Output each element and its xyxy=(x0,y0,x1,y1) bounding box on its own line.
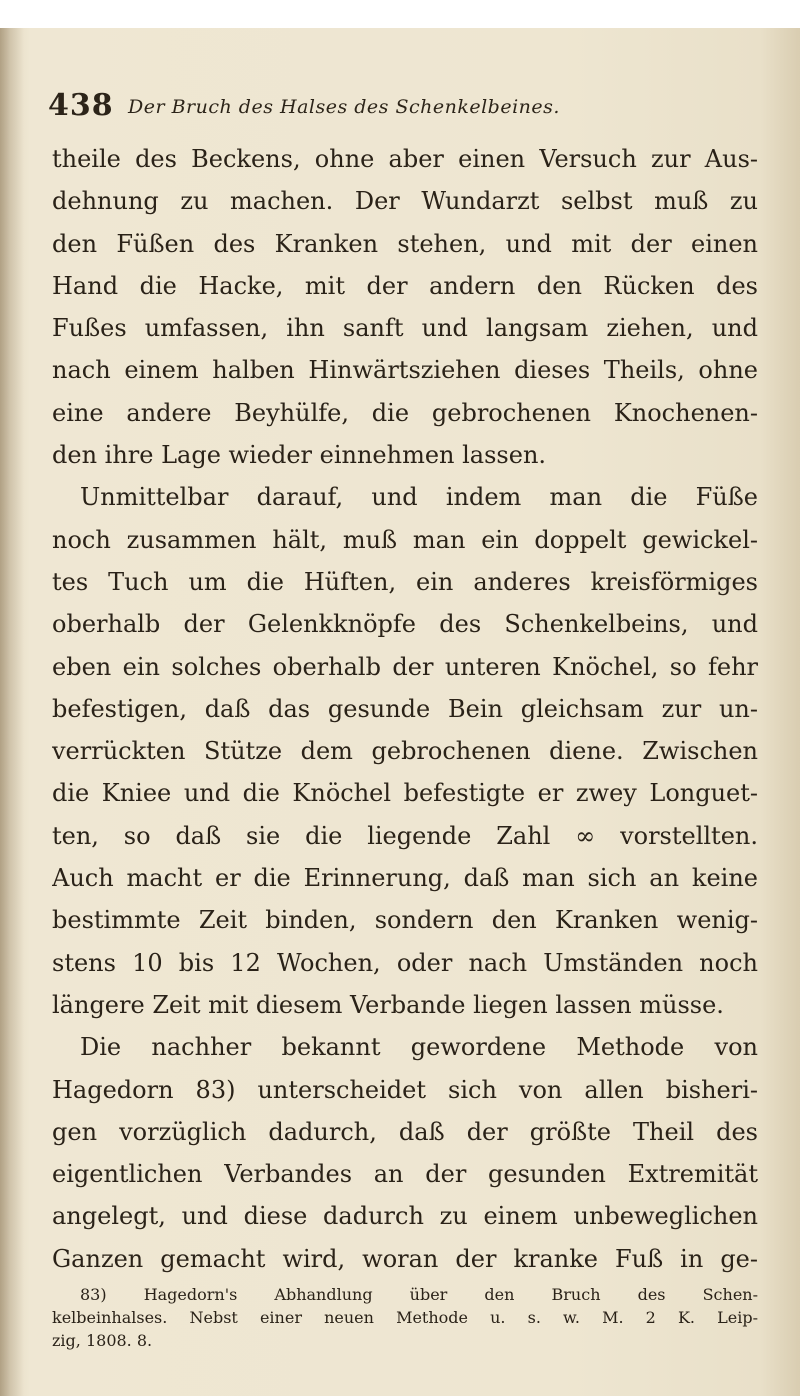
text-line: Hagedorn 83) unterscheidet sich von allen bisheri- xyxy=(52,1075,758,1104)
text-line: die Kniee und die Knöchel befestigte er zwey Longuet- xyxy=(52,779,758,808)
text-line: oberhalb der Gelenkknöpfe des Schenkelbeins, und xyxy=(52,610,758,639)
footnote-line: kelbeinhalses. Nebst einer neuen Methode u. s. w. M. 2 K. Leip- xyxy=(52,1308,758,1327)
text-line: eben ein solches oberhalb der unteren Knöchel, so fehr xyxy=(52,652,758,681)
page-top-margin xyxy=(0,0,800,28)
text-line: ten, so daß sie die liegende Zahl ∞ vorstellten. xyxy=(52,821,758,850)
footnote-line: zig, 1808. 8. xyxy=(52,1331,153,1350)
text-line: nach einem halben Hinwärtsziehen dieses Theils, ohne xyxy=(52,356,758,385)
text-line: Fußes umfassen, ihn sanft und langsam ziehen, und xyxy=(52,314,758,343)
text-line: Unmittelbar darauf, und indem man die Füße xyxy=(80,483,758,512)
text-line: stens 10 bis 12 Wochen, oder nach Umständen noch xyxy=(52,948,758,977)
text-line: dehnung zu machen. Der Wundarzt selbst muß zu xyxy=(52,187,758,216)
text-line: verrückten Stütze dem gebrochenen diene. Zwischen xyxy=(52,737,758,766)
text-line: eigentlichen Verbandes an der gesunden Extremität xyxy=(52,1160,758,1189)
text-line: Ganzen gemacht wird, woran der kranke Fuß in ge- xyxy=(52,1244,758,1273)
text-line: bestimmte Zeit binden, sondern den Kranken wenig- xyxy=(52,906,758,935)
text-line: gen vorzüglich dadurch, daß der größte Theil des xyxy=(52,1117,758,1146)
running-title: Der Bruch des Halses des Schenkelbeines. xyxy=(128,96,560,118)
text-line: befestigen, daß das gesunde Bein gleichsam zur un- xyxy=(52,694,758,723)
text-line: tes Tuch um die Hüften, ein anderes kreisförmiges xyxy=(52,567,758,596)
text-line: Auch macht er die Erinnerung, daß man sich an keine xyxy=(52,864,758,893)
text-line: Die nachher bekannt gewordene Methode von xyxy=(80,1033,758,1062)
text-line: theile des Beckens, ohne aber einen Versuch zur Aus- xyxy=(52,145,758,173)
footnote xyxy=(52,1283,758,1352)
footnote-line: 83) Hagedorn's Abhandlung über den Bruch des Schen- xyxy=(80,1285,758,1304)
body-text xyxy=(52,138,758,1280)
text-line: noch zusammen hält, muß man ein doppelt gewickel- xyxy=(52,525,758,554)
text-line: längere Zeit mit diesem Verbande liegen lassen müsse. xyxy=(52,990,724,1019)
text-line: den Füßen des Kranken stehen, und mit der einen xyxy=(52,229,758,258)
text-line: Hand die Hacke, mit der andern den Rücken des xyxy=(52,271,758,300)
text-line: den ihre Lage wieder einnehmen lassen. xyxy=(52,441,547,470)
text-line: eine andere Beyhülfe, die gebrochenen Knochenen- xyxy=(52,398,758,427)
text-line: angelegt, und diese dadurch zu einem unbeweglichen xyxy=(52,1202,758,1231)
page-header xyxy=(48,88,768,128)
page-number: 438 xyxy=(48,88,114,123)
